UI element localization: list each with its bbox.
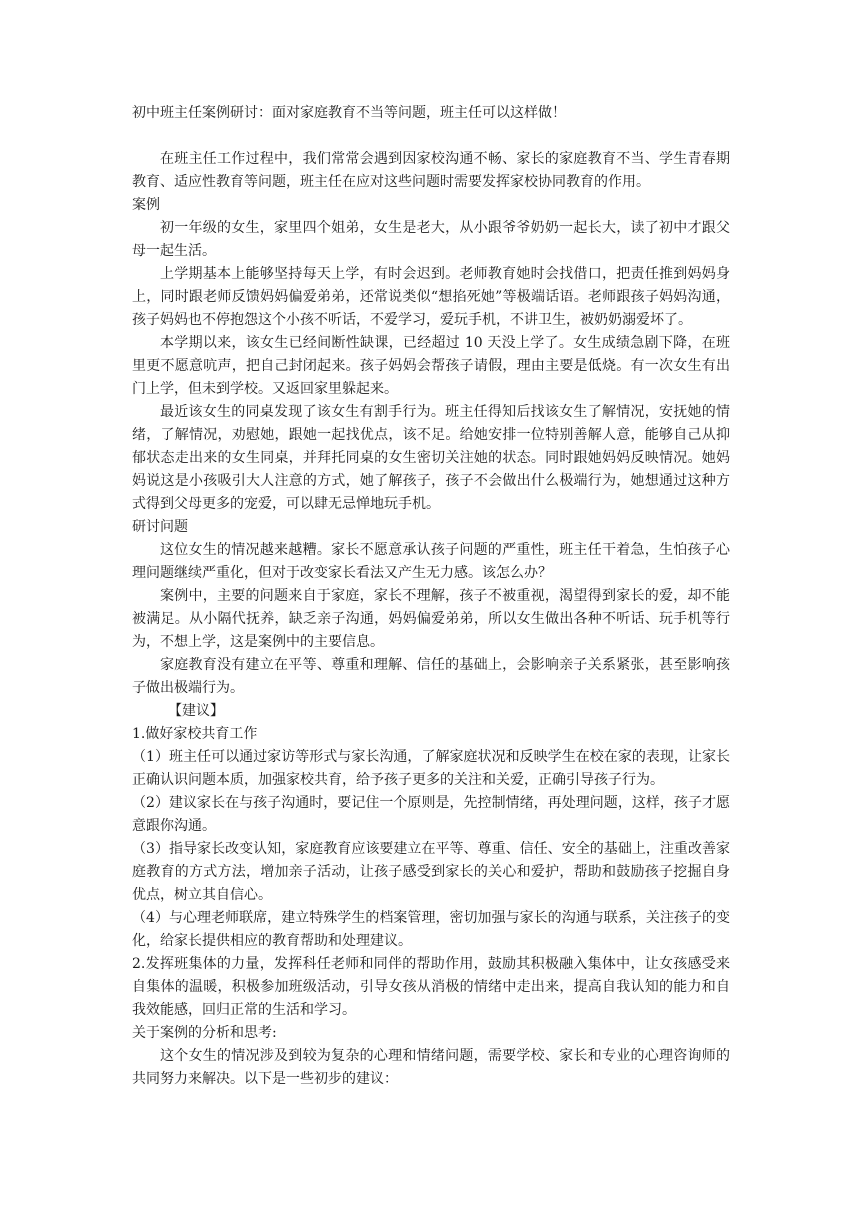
section1-item: （2）建议家长在与孩子沟通时，要记住一个原则是，先控制情绪，再处理问题，这样，孩子才愿意跟你沟通。 bbox=[132, 795, 730, 834]
discussion-paragraph: 家庭教育没有建立在平等、尊重和理解、信任的基础上，会影响亲子关系紧张，甚至影响孩子做出极端行为。 bbox=[132, 657, 730, 696]
case-heading: 案例 bbox=[132, 197, 160, 213]
analysis-heading: 关于案例的分析和思考: bbox=[132, 1025, 277, 1041]
document-body bbox=[132, 102, 730, 1091]
discussion-heading: 研讨问题 bbox=[132, 519, 188, 535]
intro-paragraph: 在班主任工作过程中，我们常常会遇到因家校沟通不畅、家长的家庭教育不当、学生青春期教育、适应性教育等问题，班主任在应对这些问题时需要发挥家校协同教育的作用。 bbox=[132, 151, 730, 190]
section1-item: （4）与心理老师联席，建立特殊学生的档案管理，密切加强与家长的沟通与联系，关注孩子的变化，给家长提供相应的教育帮助和处理建议。 bbox=[132, 910, 730, 949]
section1-title: 1.做好家校共育工作 bbox=[132, 726, 258, 742]
analysis-paragraph: 这个女生的情况涉及到较为复杂的心理和情绪问题，需要学校、家长和专业的心理咨询师的共同努力来解决。以下是一些初步的建议： bbox=[132, 1048, 730, 1087]
section1-item: （3）指导家长改变认知，家庭教育应该要建立在平等、尊重、信任、安全的基础上，注重改善家庭教育的方式方法，增加亲子活动，让孩子感受到家长的关心和爱护，帮助和鼓励孩子挖掘自身优点，树立其自信心。 bbox=[132, 841, 730, 903]
case-paragraph: 上学期基本上能够坚持每天上学，有时会迟到。老师教育她时会找借口，把责任推到妈妈身上，同时跟老师反馈妈妈偏爱弟弟，还常说类似“想掐死她”等极端话语。老师跟孩子妈妈沟通，孩子妈妈也不停抱怨这个小孩不听话，不爱学习，爱玩手机，不讲卫生，被奶奶溺爱坏了。 bbox=[132, 266, 730, 328]
case-paragraph: 最近该女生的同桌发现了该女生有割手行为。班主任得知后找该女生了解情况，安抚她的情绪，了解情况，劝慰她，跟她一起找优点，该不足。给她安排一位特别善解人意，能够自己从抑郁状态走出来的女生同桌，并拜托同桌的女生密切关注她的状态。同时跟她妈妈反映情况。她妈妈说这是小孩吸引大人注意的方式，她了解孩子，孩子不会做出什么极端行为，她想通过这种方式得到父母更多的宠爱，可以肆无忌惮地玩手机。 bbox=[132, 404, 730, 512]
discussion-paragraph: 这位女生的情况越来越糟。家长不愿意承认孩子问题的严重性，班主任干着急，生怕孩子心理问题继续严重化，但对于改变家长看法又产生无力感。该怎么办？ bbox=[132, 542, 730, 581]
section2-paragraph: 2.发挥班集体的力量，发挥科任老师和同伴的帮助作用，鼓励其积极融入集体中，让女孩感受来自集体的温暖，积极参加班级活动，引导女孩从消极的情绪中走出来，提高自我认知的能力和自我效能感，回归正常的生活和学习。 bbox=[132, 956, 730, 1018]
case-paragraph: 本学期以来，该女生已经间断性缺课，已经超过 10 天没上学了。女生成绩急剧下降，在班里更不愿意吭声，把自己封闭起来。孩子妈妈会帮孩子请假，理由主要是低烧。有一次女生有出门上学，但未到学校。又返回家里躲起来。 bbox=[132, 335, 730, 397]
case-paragraph: 初一年级的女生，家里四个姐弟，女生是老大，从小跟爷爷奶奶一起长大，读了初中才跟父母一起生活。 bbox=[132, 220, 730, 259]
suggestion-heading: 【建议】 bbox=[168, 703, 224, 719]
section1-item: （1）班主任可以通过家访等形式与家长沟通，了解家庭状况和反映学生在校在家的表现，让家长正确认识问题本质，加强家校共育，给予孩子更多的关注和关爱，正确引导孩子行为。 bbox=[132, 749, 730, 788]
document-title: 初中班主任案例研讨：面对家庭教育不当等问题，班主任可以这样做！ bbox=[132, 105, 566, 121]
discussion-paragraph: 案例中，主要的问题来自于家庭，家长不理解，孩子不被重视，渴望得到家长的爱，却不能被满足。从小隔代抚养，缺乏亲子沟通，妈妈偏爱弟弟，所以女生做出各种不听话、玩手机等行为，不想上学，这是案例中的主要信息。 bbox=[132, 588, 730, 650]
